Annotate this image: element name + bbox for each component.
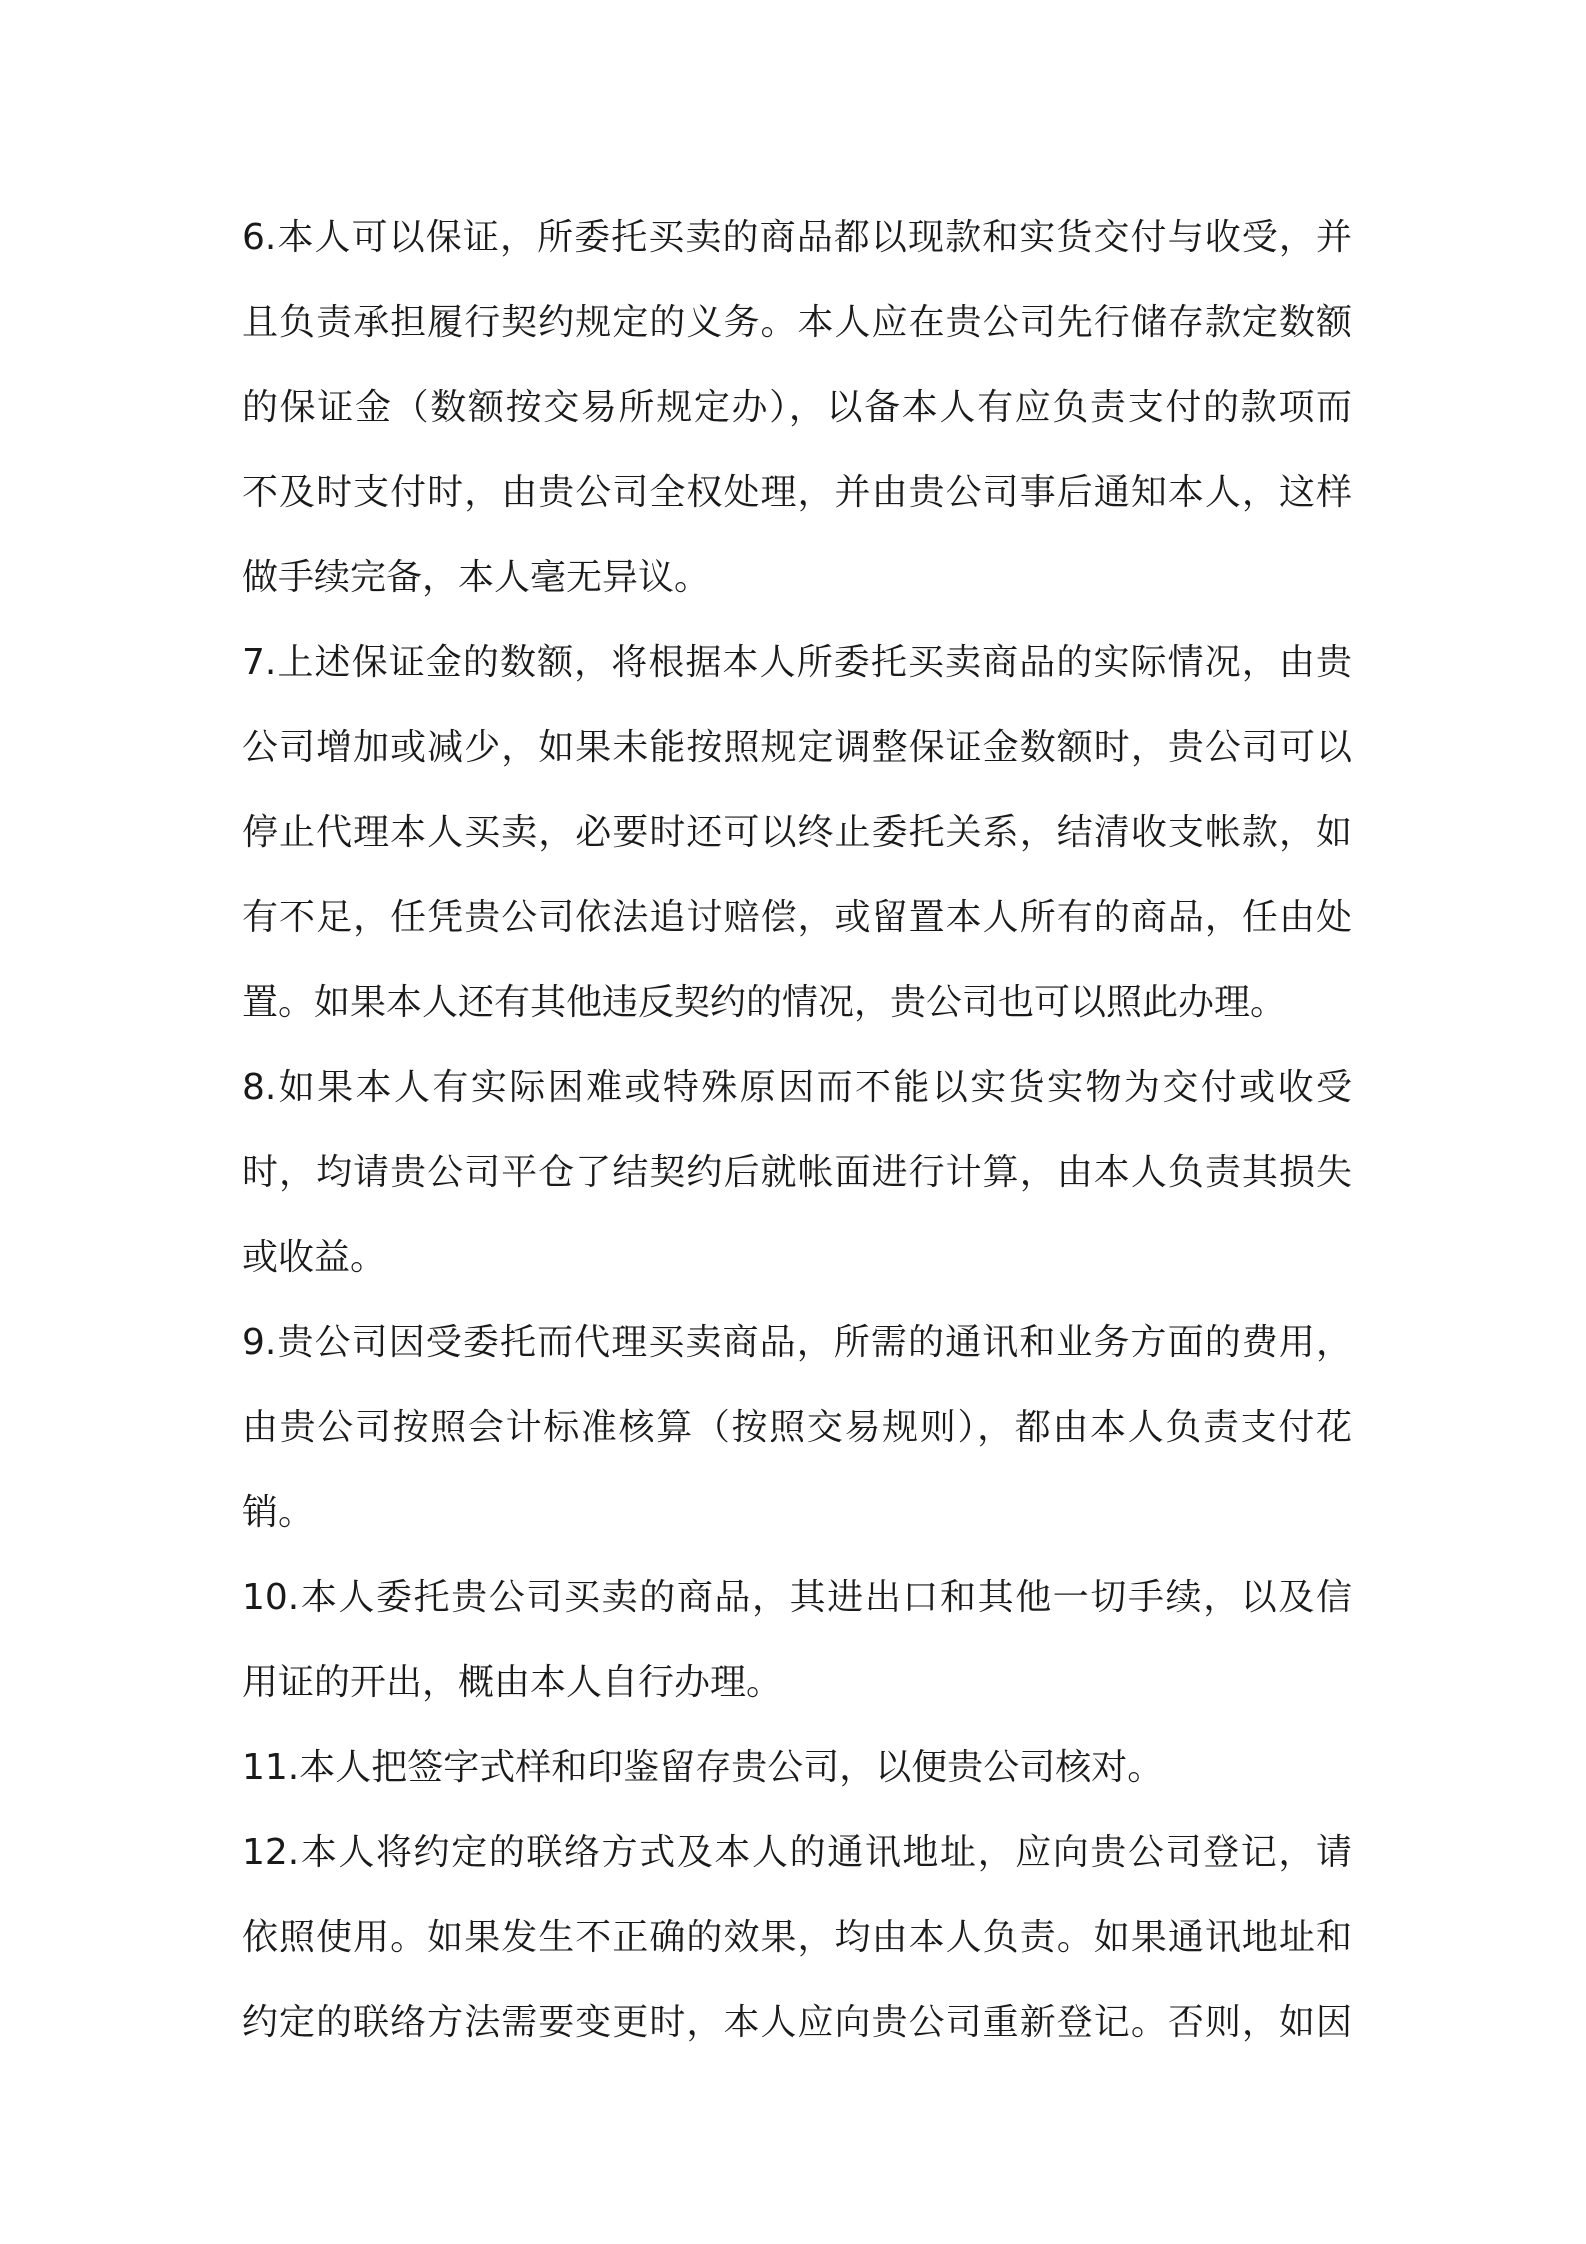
text-line: 时，均请贵公司平仓了结契约后就帐面进行计算，由本人负责其损失 — [242, 1152, 1352, 1193]
text-line: 或收益。 — [242, 1237, 387, 1278]
text-line: 10.本人委托贵公司买卖的商品，其进出口和其他一切手续，以及信 — [242, 1577, 1352, 1618]
document-body — [242, 195, 1352, 2065]
text-line: 销。 — [242, 1492, 315, 1533]
text-line: 由贵公司按照会计标准核算（按照交易规则），都由本人负责支付花 — [242, 1407, 1352, 1448]
text-line: 12.本人将约定的联络方式及本人的通讯地址，应向贵公司登记，请 — [242, 1832, 1352, 1873]
text-line: 8.如果本人有实际困难或特殊原因而不能以实货实物为交付或收受 — [242, 1067, 1352, 1108]
text-line: 停止代理本人买卖，必要时还可以终止委托关系，结清收支帐款，如 — [242, 812, 1352, 853]
text-line: 依照使用。如果发生不正确的效果，均由本人负责。如果通讯地址和 — [242, 1917, 1352, 1958]
text-line: 9.贵公司因受委托而代理买卖商品，所需的通讯和业务方面的费用， — [242, 1322, 1352, 1363]
text-line: 做手续完备，本人毫无异议。 — [242, 557, 711, 598]
text-line: 用证的开出，概由本人自行办理。 — [242, 1662, 783, 1703]
text-line: 置。如果本人还有其他违反契约的情况，贵公司也可以照此办理。 — [242, 982, 1287, 1023]
text-line: 有不足，任凭贵公司依法追讨赔偿，或留置本人所有的商品，任由处 — [242, 897, 1352, 938]
text-line: 7.上述保证金的数额，将根据本人所委托买卖商品的实际情况，由贵 — [242, 642, 1352, 683]
text-line: 6.本人可以保证，所委托买卖的商品都以现款和实货交付与收受，并 — [242, 217, 1352, 258]
text-line: 公司增加或减少，如果未能按照规定调整保证金数额时，贵公司可以 — [242, 727, 1352, 768]
text-line: 且负责承担履行契约规定的义务。本人应在贵公司先行储存款定数额 — [242, 302, 1352, 343]
text-line: 11.本人把签字式样和印鉴留存贵公司，以便贵公司核对。 — [242, 1747, 1164, 1788]
text-line: 的保证金（数额按交易所规定办），以备本人有应负责支付的款项而 — [242, 387, 1352, 428]
text-line: 不及时支付时，由贵公司全权处理，并由贵公司事后通知本人，这样 — [242, 472, 1352, 513]
text-line: 约定的联络方法需要变更时，本人应向贵公司重新登记。否则，如因 — [242, 2002, 1352, 2043]
